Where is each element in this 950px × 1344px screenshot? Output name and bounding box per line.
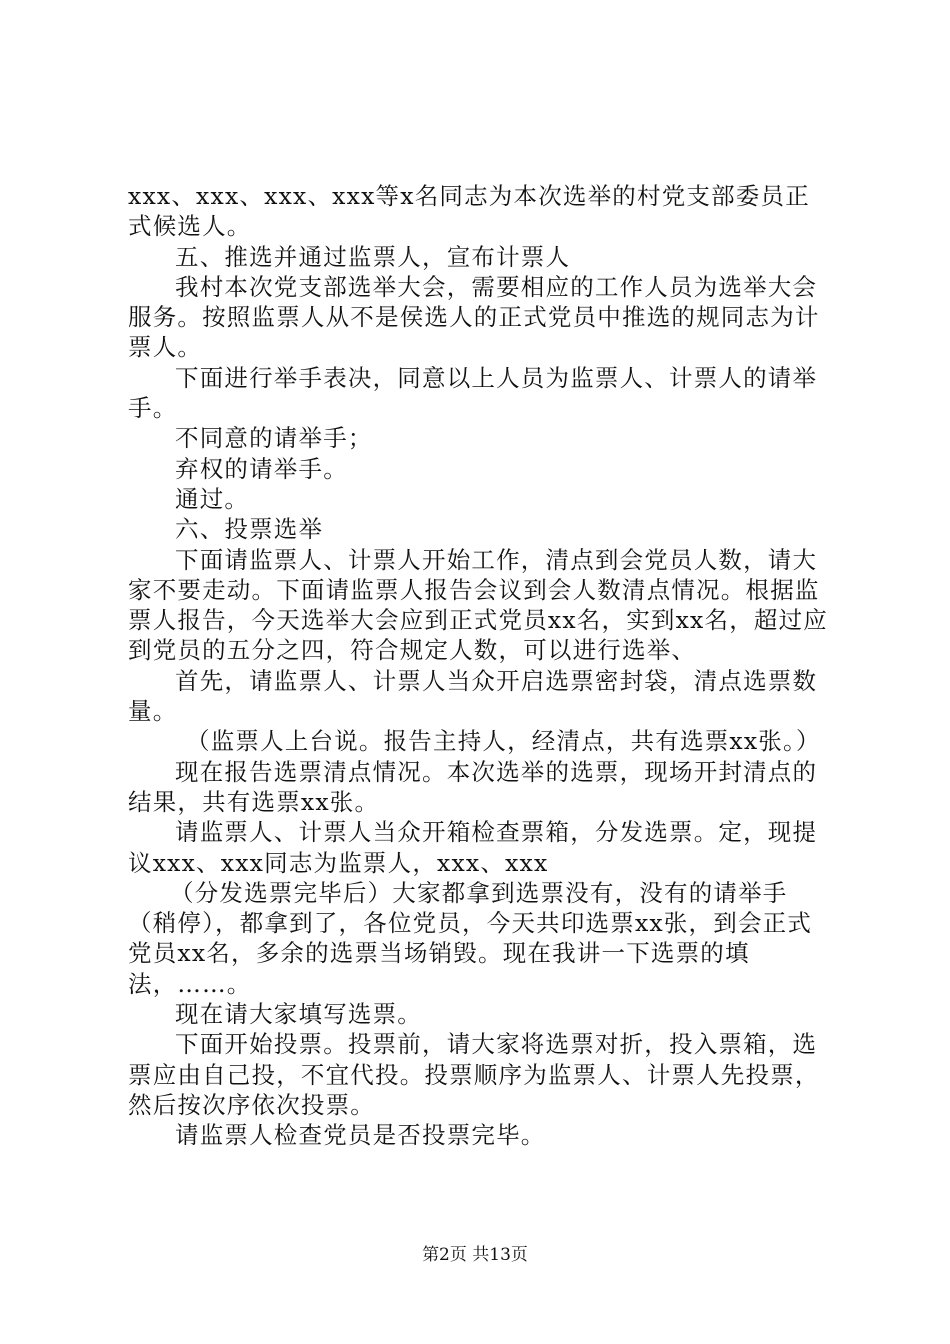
paragraph-1: xxx、xxx、xxx、xxx等x名同志为本次选举的村党支部委员正式候选人。 [128,182,810,241]
paragraph-14: （分发选票完毕后）大家都拿到选票没有，没有的请举手（稍停），都拿到了，各位党员，今天共印选票xx张，到会正式党员xx名，多余的选票当场销毁。现在我讲一下选票的填法，……。 [128,878,813,998]
paragraph-7: 通过。 [175,484,250,513]
document-body [128,181,833,1151]
page-footer [0,1244,950,1266]
paragraph-4: 下面进行举手表决，同意以上人员为监票人、计票人的请举手。 [128,363,818,423]
paragraph-11: （监票人上台说。报告主持人，经清点，共有选票xx张。） [186,727,821,756]
paragraph-13: 请监票人、计票人当众开箱检查票箱，分发选票。定，现提议xxx、xxx同志为监票人，xxx、xxx [128,818,818,877]
paragraph-17: 请监票人检查党员是否投票完毕。 [175,1121,546,1150]
section-heading-5: 五、推选并通过监票人，宣布计票人 [175,242,571,271]
paragraph-3: 我村本次党支部选举大会，需要相应的工作人员为选举大会服务。按照监票人从不是侯选人的正式党员中推选的规同志为计票人。 [128,272,820,362]
paragraph-12: 现在报告选票清点情况。本次选举的选票，现场开封清点的结果，共有选票xx张。 [128,757,818,816]
paragraph-5: 不同意的请举手； [175,424,373,453]
paragraph-10: 首先，请监票人、计票人当众开启选票密封袋，清点选票数量。 [128,666,818,726]
paragraph-15: 现在请大家填写选票。 [175,1000,422,1029]
section-heading-6: 六、投票选举 [175,515,324,544]
paragraph-9: 下面请监票人、计票人开始工作，清点到会党员人数，请大家不要走动。下面请监票人报告会议到会人数清点情况。根据监票人报告，今天选举大会应到正式党员xx名，实到xx名，超过应到党员的五分之四，符合规定人数，可以进行选举、 [128,545,829,665]
page-number-label: 第2页 共13页 [422,1245,528,1265]
paragraph-16: 下面开始投票。投票前，请大家将选票对折，投入票箱，选票应由自己投，不宜代投。投票顺序为监票人、计票人先投票，然后按次序依次投票。 [128,1030,820,1119]
paragraph-6: 弃权的请举手。 [175,454,348,483]
